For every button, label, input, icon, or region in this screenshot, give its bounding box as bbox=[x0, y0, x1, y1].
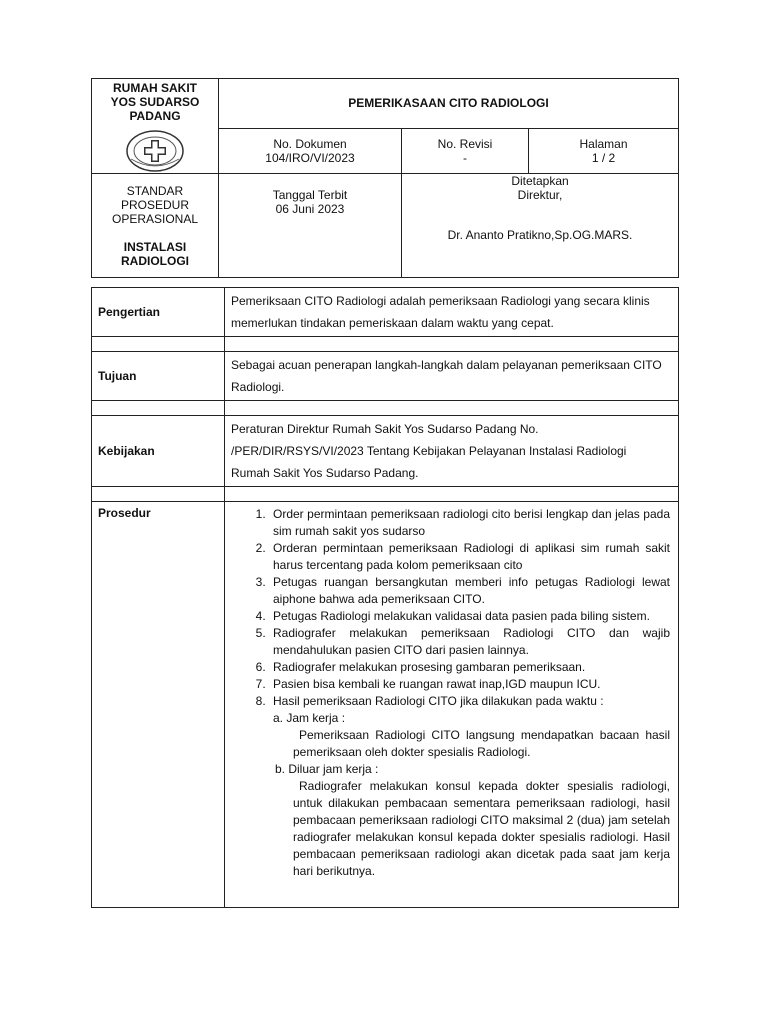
hospital-logo-icon bbox=[125, 129, 185, 173]
list-item: 3. Petugas ruangan bersangkutan memberi info petugas Radiologi lewat aiphone bahwa ada pemeriksaan CITO. bbox=[269, 574, 670, 608]
sop-type-cell: STANDAR PROSEDUR OPERASIONAL INSTALASI RADIOLOGI bbox=[92, 174, 219, 278]
kebijakan-label: Kebijakan bbox=[92, 416, 225, 487]
list-item: 2. Orderan permintaan pemeriksaan Radiologi di aplikasi sim rumah sakit harus tercentang pada kolom pemeriksaan cito bbox=[269, 540, 670, 574]
sub-a-text: Pemeriksaan Radiologi CITO langsung mendapatkan bacaan hasil pemeriksaan oleh dokter spesialis Radiologi. bbox=[293, 728, 670, 759]
issue-date-cell: Tanggal Terbit 06 Juni 2023 bbox=[219, 174, 402, 278]
tujuan-text: Sebagai acuan penerapan langkah-langkah dalam pelayanan pemeriksaan CITO Radiologi. bbox=[225, 352, 679, 401]
sop-header-table bbox=[91, 78, 679, 278]
prosedur-content bbox=[225, 502, 679, 908]
sub-b-title: b. Diluar jam kerja : bbox=[275, 762, 379, 776]
doc-number-cell: No. Dokumen 104/IRO/VI/2023 bbox=[219, 128, 402, 173]
list-item: 7. Pasien bisa kembali ke ruangan rawat inap,IGD maupun ICU. bbox=[269, 676, 670, 693]
list-item: 5. Radiografer melakukan pemeriksaan Radiologi CITO dan wajib mendahulukan pasien CITO dari pasien lainnya. bbox=[269, 625, 670, 659]
pengertian-text: Pemeriksaan CITO Radiologi adalah pemeriksaan Radiologi yang secara klinis memerlukan tindakan pemeriskaan dalam waktu yang cepat. bbox=[225, 288, 679, 337]
sub-b-text: Radiografer melakukan konsul kepada dokter spesialis radiologi, untuk dilakukan pembacaan sementara pemeriksaan radiologi, hasil pembacaan pemeriksaan radiologi CITO maksimal 2 (dua) jam setelah radiografer melakukan konsul kepada dokter spesialis radiologi. Hasil pembacaan pemeriksaan radiologi akan dicetak pada saat jam kerja hari berikutnya. bbox=[293, 779, 670, 878]
tujuan-label: Tujuan bbox=[92, 352, 225, 401]
hospital-cell bbox=[92, 79, 219, 174]
director-name: Dr. Ananto Pratikno,Sp.OG.MARS. bbox=[447, 228, 633, 242]
document-title: PEMERIKASAAN CITO RADIOLOGI bbox=[219, 79, 679, 129]
sub-a-title: a. Jam kerja : bbox=[273, 711, 346, 725]
page-cell: Halaman 1 / 2 bbox=[529, 128, 679, 173]
pengertian-label: Pengertian bbox=[92, 288, 225, 337]
hospital-name: RUMAH SAKIT YOS SUDARSO PADANG bbox=[110, 81, 200, 123]
kebijakan-text: Peraturan Direktur Rumah Sakit Yos Sudarso Padang No. /PER/DIR/RSYS/VI/2023 Tentang Kebijakan Pelayanan Instalasi Radiologi Rumah Sakit Yos Sudarso Padang. bbox=[225, 416, 679, 487]
sop-content-table bbox=[91, 287, 679, 908]
list-item: 6. Radiografer melakukan prosesing gambaran pemeriksaan. bbox=[269, 659, 670, 676]
approval-cell: Ditetapkan Direktur, Dr. Ananto Pratikno,Sp.OG.MARS. bbox=[402, 174, 679, 278]
list-item: 8. Hasil pemeriksaan Radiologi CITO jika dilakukan pada waktu : a. Jam kerja : Pemeriksaan Radiologi CITO langsung mendapatkan bacaan hasil pemeriksaan oleh dokter spesialis Radiologi. b. Diluar jam kerja : Radiografer melakukan konsul kepada dokter spesialis radiologi, untuk dilakukan pembacaan sementara pemeriksaan radiologi, hasil pembacaan pemeriksaan radiologi CITO maksimal 2 (dua) jam setelah radiografer melakukan konsul kepada dokter spesialis radiologi. Hasil pembacaan pemeriksaan radiologi akan dicetak pada saat jam kerja hari berikutnya. bbox=[269, 693, 670, 880]
revision-cell: No. Revisi - bbox=[402, 128, 529, 173]
list-item: 4. Petugas Radiologi melakukan validasai data pasien pada biling sistem. bbox=[269, 608, 670, 625]
list-item: 1. Order permintaan pemeriksaan radiologi cito berisi lengkap dan jelas pada sim rumah sakit yos sudarso bbox=[269, 506, 670, 540]
procedure-steps-list bbox=[225, 506, 678, 880]
prosedur-label: Prosedur bbox=[92, 502, 225, 908]
